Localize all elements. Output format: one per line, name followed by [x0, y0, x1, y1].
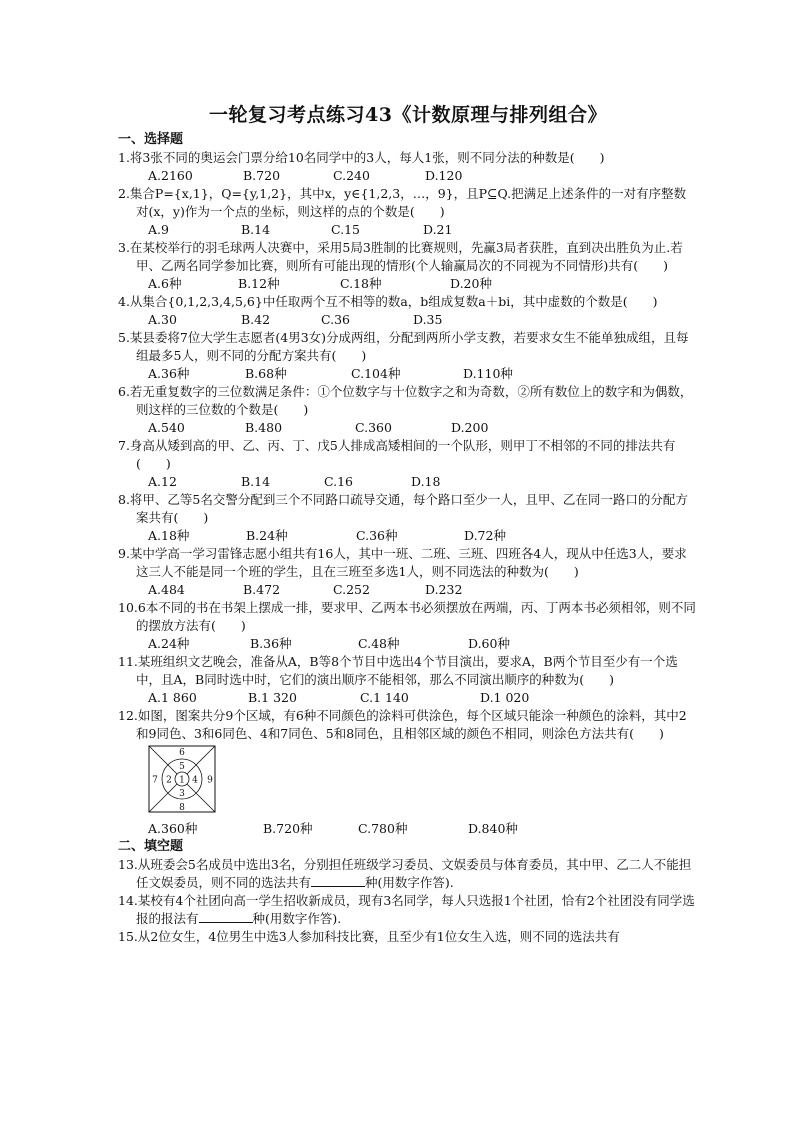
question-item: [118, 239, 698, 293]
answer-blank[interactable]: [311, 874, 365, 887]
answer-option: D.21: [423, 222, 453, 237]
answer-option: B.480: [245, 420, 283, 435]
answer-option: A.36种: [148, 366, 190, 381]
figure-region-label: 1: [179, 775, 185, 786]
answer-option: D.72种: [464, 528, 506, 543]
question-item: [118, 383, 698, 437]
answer-option: A.18种: [148, 528, 190, 543]
answer-option: B.68种: [245, 366, 287, 381]
question-stem: [118, 856, 698, 892]
answer-option: D.1 020: [480, 690, 530, 705]
answer-option: D.18: [411, 474, 441, 489]
option-row: [118, 419, 698, 437]
option-row: [118, 365, 698, 383]
answer-option: A.24种: [148, 636, 190, 651]
figure-region-label: 9: [207, 775, 213, 786]
answer-option: C.780种: [358, 821, 408, 836]
question-item: [118, 545, 698, 599]
question-text: 13.从班委会5名成员中选出3名，分别担任班级学习委员、文娱委员与体育委员，其中甲、乙二人不能担任文娱委员，则不同的选法共有: [118, 857, 692, 890]
question-stem: [118, 892, 698, 928]
figure-region-label: 3: [179, 789, 185, 799]
answer-option: A.484: [148, 582, 185, 597]
answer-option: B.36种: [250, 636, 292, 651]
option-row: [118, 275, 698, 293]
answer-option: C.18种: [340, 276, 382, 291]
answer-option: D.120: [425, 168, 463, 183]
answer-option: C.48种: [358, 636, 400, 651]
answer-option: B.12种: [238, 276, 280, 291]
answer-option: D.840种: [468, 821, 518, 836]
answer-blank[interactable]: [199, 910, 253, 923]
figure-region-label: 2: [166, 775, 172, 786]
figure-region-label: 8: [179, 803, 185, 813]
option-row: [118, 527, 698, 545]
question-item: [118, 329, 698, 383]
option-row: [118, 221, 698, 239]
question-stem: 9.某中学高一学习雷锋志愿小组共有16人，其中一班、二班、三班、四班各4人，现从中任选3人，要求这三人不能是同一个班的学生，且在三班至多选1人，则不同选法的种数为( ): [118, 546, 687, 579]
answer-option: D.232: [425, 582, 463, 597]
option-row: [118, 581, 698, 599]
question-stem: 3.在某校举行的羽毛球两人决赛中，采用5局3胜制的比赛规则，先赢3局者获胜，直到决出胜负为止.若甲、乙两名同学参加比赛，则所有可能出现的情形(个人输赢局次的不同视为不同情形)共有( ): [118, 240, 683, 273]
answer-option: C.16: [324, 474, 353, 489]
question-stem: 1.将3张不同的奥运会门票分给10名同学中的3人，每人1张，则不同分法的种数是( ): [118, 150, 605, 165]
figure-region-label: 4: [192, 775, 198, 786]
option-row: [118, 473, 698, 491]
section-heading-choice: 一、选择题: [118, 132, 184, 147]
answer-option: C.36种: [356, 528, 398, 543]
answer-option: A.360种: [148, 821, 198, 836]
question-item: [118, 437, 698, 491]
answer-option: C.15: [331, 222, 360, 237]
fill-question-list: [118, 856, 698, 946]
answer-option: C.36: [321, 312, 350, 327]
question-stem: 5.某县委将7位大学生志愿者(4男3女)分成两组，分配到两所小学支教，若要求女生不能单独成组，且每组最多5人，则不同的分配方案共有( ): [118, 330, 689, 363]
question-stem: 12.如图，图案共分9个区域，有6种不同颜色的涂料可供涂色，每个区域只能涂一种颜色的涂料，其中2和9同色、3和6同色、4和7同色、5和8同色，且相邻区域的颜色不相同，则涂色方法共有( ): [118, 708, 687, 741]
answer-option: A.12: [148, 474, 177, 489]
question-item: [118, 185, 698, 239]
answer-option: A.1 860: [148, 690, 197, 705]
question-text: 14.某校有4个社团向高一学生招收新成员，现有3名同学，每人只选报1个社团，恰有2个社团没有同学选报的报法有: [118, 893, 695, 926]
question-stem: 7.身高从矮到高的甲、乙、丙、丁、戊5人排成高矮相间的一个队形，则甲丁不相邻的不同的排法共有( ): [118, 438, 676, 471]
option-row: [118, 689, 698, 707]
question-item: [118, 149, 698, 185]
answer-option: C.360: [355, 420, 392, 435]
fill-question-item: [118, 892, 698, 928]
question-item: [118, 491, 698, 545]
answer-option: B.42: [241, 312, 271, 327]
answer-option: B.14: [241, 222, 271, 237]
question-stem: 8.将甲、乙等5名交警分配到三个不同路口疏导交通，每个路口至少一人，且甲、乙在同一路口的分配方案共有( ): [118, 492, 688, 525]
option-row: [118, 820, 698, 838]
answer-option: C.1 140: [360, 690, 409, 705]
option-row: [118, 635, 698, 653]
question-stem: 6.若无重复数字的三位数满足条件：①个位数字与十位数字之和为奇数，②所有数位上的数字和为偶数，则这样的三位数的个数是( ): [118, 384, 693, 417]
figure-region-label: 6: [179, 748, 185, 758]
section-heading-fill: 二、填空题: [118, 839, 184, 854]
question-item: [118, 599, 698, 653]
figure-region-label: 7: [152, 775, 158, 786]
answer-option: C.252: [333, 582, 370, 597]
question-stem: [118, 928, 698, 946]
answer-option: B.720种: [263, 821, 313, 836]
option-row: [118, 311, 698, 329]
option-row: [118, 167, 698, 185]
answer-option: A.540: [148, 420, 185, 435]
answer-option: B.472: [243, 582, 281, 597]
answer-option: B.1 320: [248, 690, 297, 705]
answer-option: A.6种: [148, 276, 182, 291]
answer-option: B.24种: [246, 528, 288, 543]
coloring-region-figure: [148, 745, 698, 818]
question-stem: 4.从集合{0,1,2,3,4,5,6}中任取两个互不相等的数a，b组成复数a＋bi，其中虚数的个数是( ): [118, 294, 658, 309]
question-item: [118, 293, 698, 329]
answer-option: C.240: [333, 168, 370, 183]
figure-region-label: 5: [179, 762, 185, 772]
question-item: [118, 653, 698, 707]
fill-question-item: [118, 856, 698, 892]
answer-option: C.104种: [351, 366, 401, 381]
question-stem: 10.6本不同的书在书架上摆成一排，要求甲、乙两本书必须摆放在两端，丙、丁两本书必须相邻，则不同的摆放方法有( ): [118, 600, 696, 633]
question-text: 15.从2位女生，4位男生中选3人参加科技比赛，且至少有1位女生入选，则不同的选法共有: [118, 929, 620, 944]
question-stem: 11.某班组织文艺晚会，准备从A，B等8个节目中选出4个节目演出，要求A，B两个节目至少有一个选中，且A，B同时选中时，它们的演出顺序不能相邻，那么不同演出顺序的种数为( ): [118, 654, 678, 687]
question-text: 种(用数字作答).: [365, 875, 454, 890]
answer-option: B.14: [241, 474, 271, 489]
question-text: 种(用数字作答).: [252, 911, 342, 926]
page-title: 一轮复习考点练习43《计数原理与排列组合》: [209, 104, 607, 126]
question-stem: 2.集合P={x,1}，Q={y,1,2}，其中x，y∈{1,2,3，…，9}，且P⊆Q.把满足上述条件的一对有序整数对(x，y)作为一个点的坐标，则这样的点的个数是( ): [118, 186, 687, 219]
answer-option: A.30: [148, 312, 177, 327]
fill-question-item: [118, 928, 698, 946]
answer-option: A.9: [148, 222, 169, 237]
answer-option: D.200: [451, 420, 489, 435]
answer-option: D.35: [413, 312, 443, 327]
answer-option: D.110种: [463, 366, 513, 381]
choice-question-list: [118, 149, 698, 838]
answer-option: B.720: [243, 168, 281, 183]
question-item: [118, 707, 698, 838]
answer-option: D.60种: [468, 636, 510, 651]
document-page: [118, 100, 698, 946]
answer-option: D.20种: [450, 276, 492, 291]
answer-option: A.2160: [148, 168, 193, 183]
